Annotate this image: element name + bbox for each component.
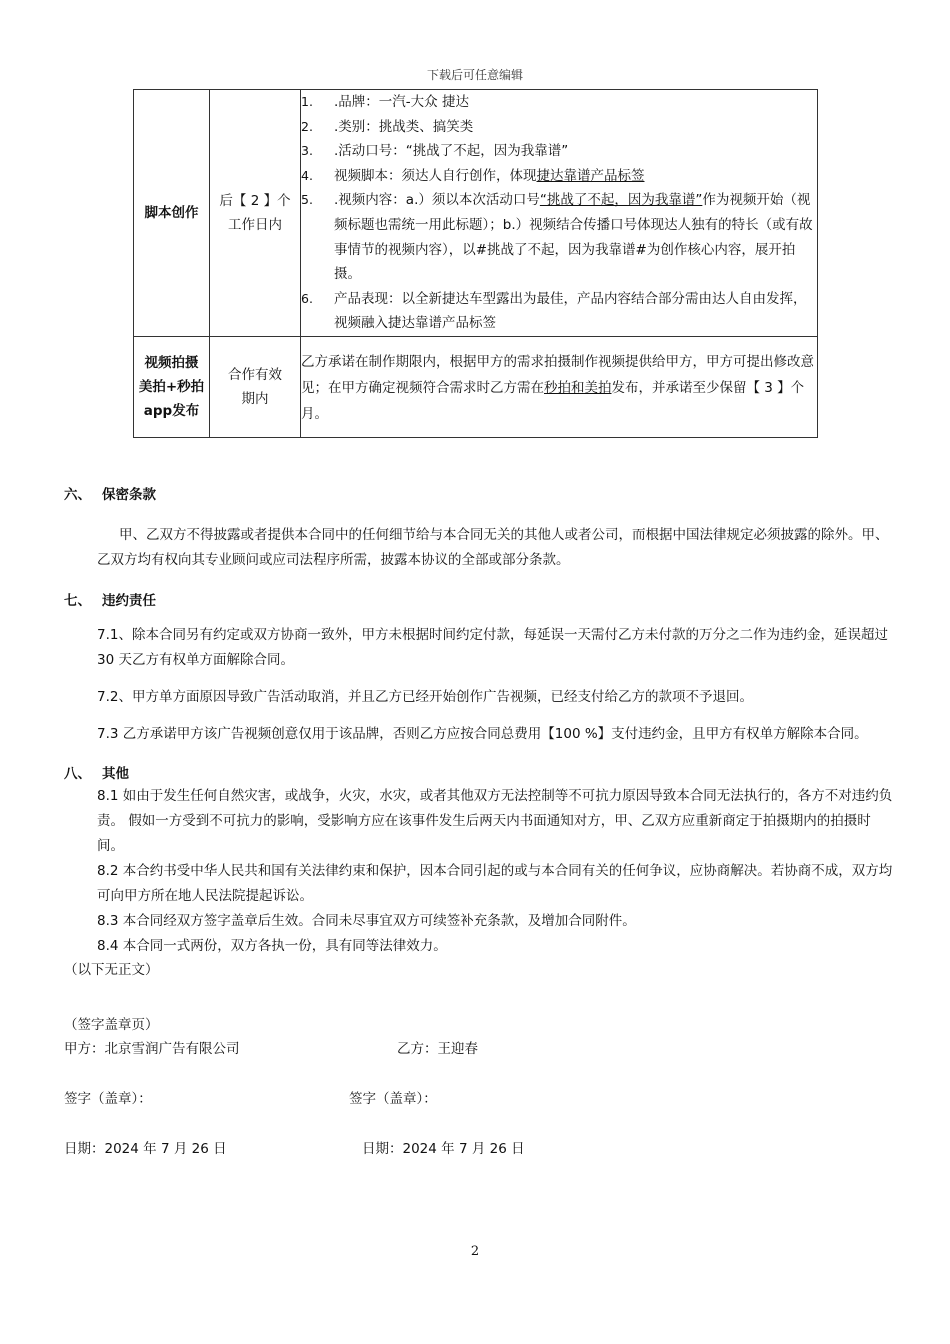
table-row [134,90,818,337]
table-row [134,336,818,437]
list-item: 5. .视频内容：a.）须以本次活动口号“挑战了不起，因为我靠谱”作为视频开始（视频标题也需统一用此标题）；b.）视频结合传播口号体现达人独有的特长（或有故事情节的视频内容），以#挑战了不起，因为我靠谱#为创作核心内容，展开拍摄。 [301,192,813,283]
section8-p3: 8.3 本合同经双方签字盖章后生效。合同未尽事宜双方可续签补充条款，及增加合同附件。 [97,913,636,929]
party-b: 乙方：王迎春 [397,1041,478,1057]
section6-body: 甲、乙双方不得披露或者提供本合同中的任何细节给与本合同无关的其他人或者公司，而根据中国法律规定必须披露的除外。甲、乙双方均有权向其专业顾问或应司法程序所需，披露本协议的全部或部分条款。 [97,527,889,568]
party-a: 甲方：北京雪润广告有限公司 [64,1041,240,1057]
list-item: 6. 产品表现：以全新捷达车型露出为最佳，产品内容结合部分需由达人自由发挥，视频融入捷达靠谱产品标签 [301,290,807,332]
section8-p2: 8.2 本合约书受中华人民共和国有关法律约束和保护，因本合同引起的或与本合同有关的任何争议，应协商解决。若协商不成，双方均可向甲方所在地人民法院提起诉讼。 [97,863,893,904]
date-b: 日期：2024 年 7 月 26 日 [362,1141,525,1157]
signature-b: 签字（盖章）： [349,1091,437,1107]
deliverables-table [133,89,818,438]
no-further-text: （以下无正文） [64,962,159,978]
section7-p1: 7.1、除本合同另有约定或双方协商一致外，甲方未根据时间约定付款，每延误一天需付乙方未付款的万分之二作为违约金，延误超过 30 天乙方有权单方面解除合同。 [97,627,888,668]
list-item: 2. .类别：挑战类、搞笑类 [301,118,474,135]
signature-a: 签字（盖章）： [64,1091,152,1107]
section7-p2: 7.2、甲方单方面原因导致广告活动取消，并且乙方已经开始创作广告视频，已经支付给乙方的款项不予退回。 [97,689,753,705]
section6-heading: 六、 保密条款 [64,487,156,503]
row1-timing: 后【 2 】个工作日内 [210,90,301,337]
section8-p4: 8.4 本合同一式两份，双方各执一份，具有同等法律效力。 [97,938,447,954]
section7-p3: 7.3 乙方承诺甲方该广告视频创意仅用于该品牌，否则乙方应按合同总费用【100 %】支付违约金，且甲方有权单方解除本合同。 [97,726,868,742]
row1-category: 脚本创作 [134,90,210,337]
section8-p1: 8.1 如由于发生任何自然灾害，或战争，火灾，水灾，或者其他双方无法控制等不可抗力原因导致本合同无法执行的，各方不对违约负责。 假如一方受到不可抗力的影响，受影响方应在该事件发生后两天内书面通知对方，甲、乙双方应重新商定于拍摄期内的拍摄时间。 [97,788,893,854]
row2-category: 视频拍摄美拍+秒拍app发布 [134,336,210,437]
header-note: 下载后可任意编辑 [426,68,523,82]
list-item: 1. .品牌：一汽-大众 捷达 [301,94,469,110]
signature-page-label: （签字盖章页） [64,1017,159,1033]
row1-content [301,90,818,337]
list-item: 3. .活动口号：“挑战了不起，因为我靠谱” [301,143,569,160]
row2-content: 乙方承诺在制作期限内，根据甲方的需求拍摄制作视频提供给甲方，甲方可提出修改意见；在甲方确定视频符合需求时乙方需在秒拍和美拍发布，并承诺至少保留【 3 】个月。 [301,336,818,437]
page-number: 2 [470,1244,480,1259]
list-item: 4. 视频脚本：须达人自行创作，体现捷达靠谱产品标签 [301,167,645,184]
date-a: 日期：2024 年 7 月 26 日 [64,1141,227,1157]
section7-heading: 七、 违约责任 [64,593,156,609]
row2-timing: 合作有效期内 [210,336,301,437]
section8-heading: 八、 其他 [64,766,129,782]
